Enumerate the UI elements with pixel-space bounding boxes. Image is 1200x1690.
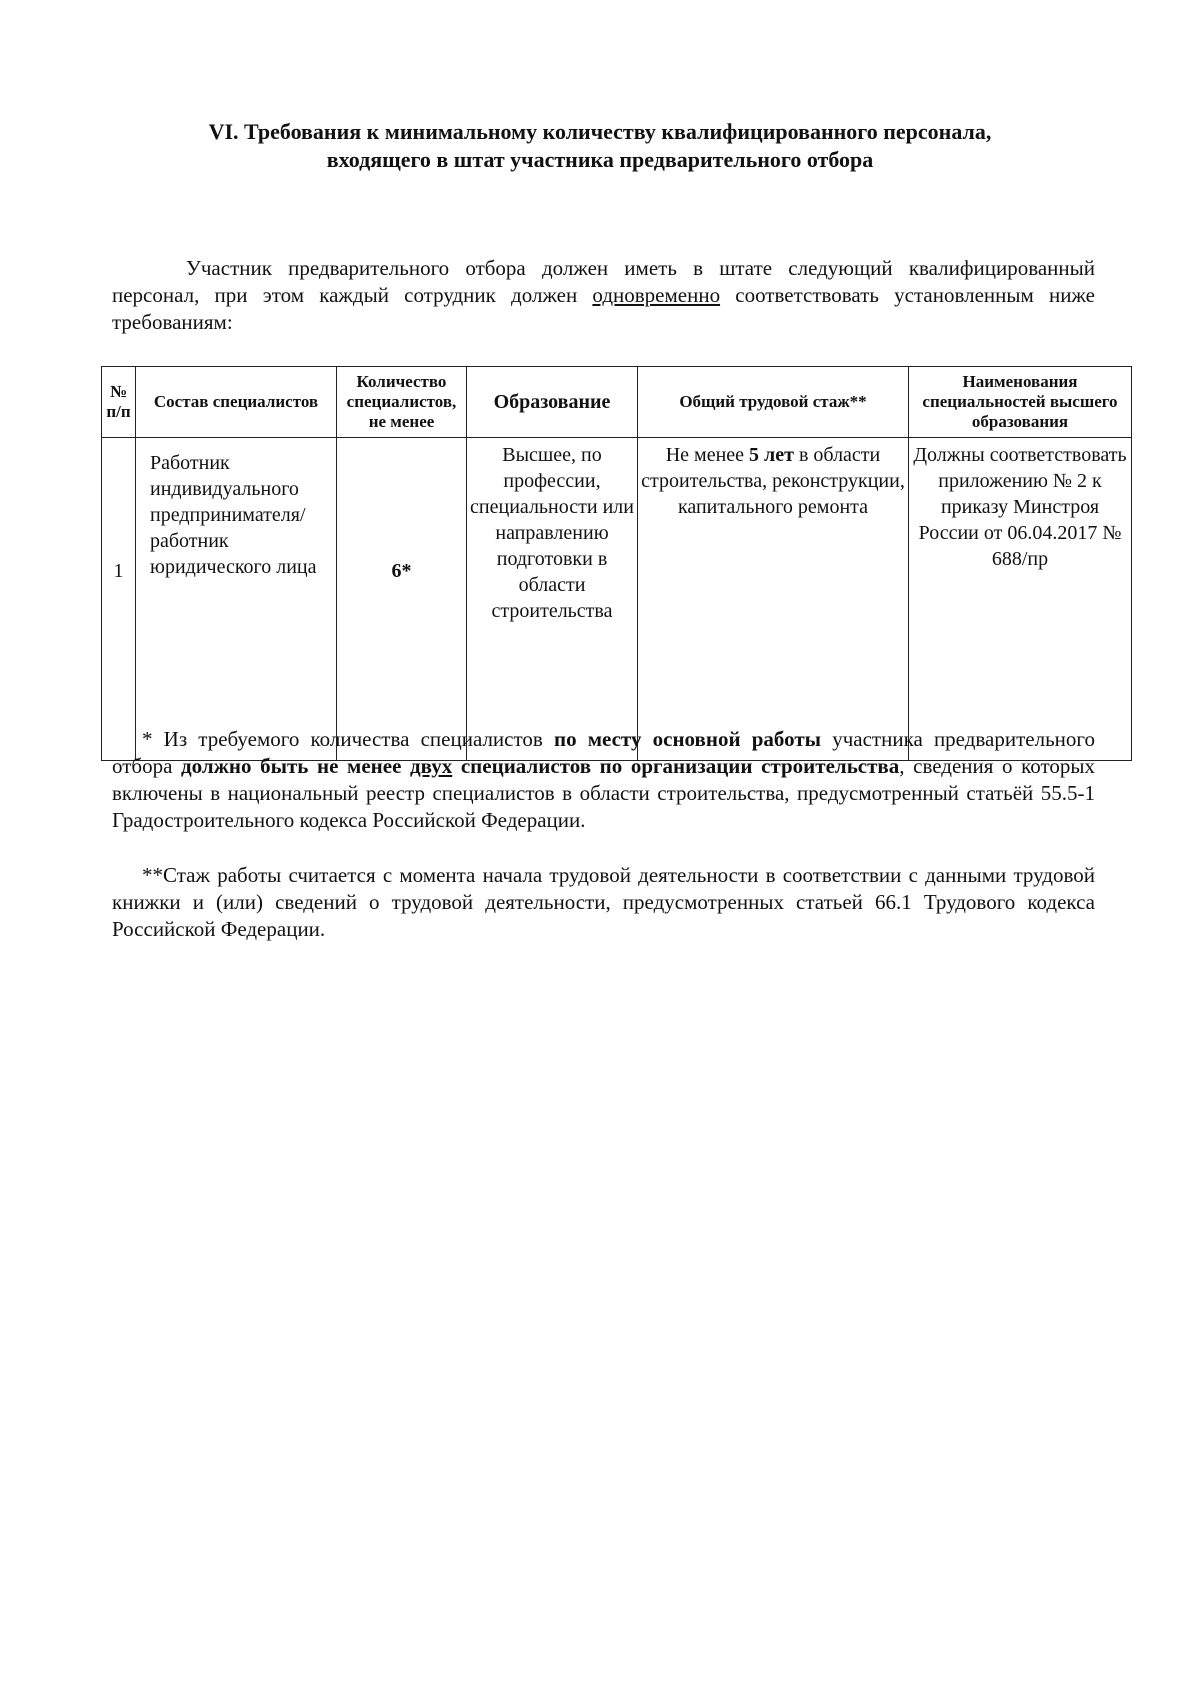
section-title-line-2: входящего в штат участника предварительного отбора: [326, 147, 874, 172]
table-row: [102, 438, 1132, 761]
experience-prefix: Не менее: [665, 444, 750, 466]
header-quantity: Количество специалистов, не менее: [337, 367, 467, 438]
footnote-1-bold-underlined: двух: [410, 754, 453, 778]
header-education: Образование: [467, 367, 638, 438]
header-specialties: Наименования специальностей высшего образования: [909, 367, 1132, 438]
table-header-row: [102, 367, 1132, 438]
requirements-table: [101, 366, 1132, 761]
footnote-1-bold-1: по месту основной работы: [553, 727, 822, 751]
header-num: № п/п: [102, 367, 136, 438]
header-composition: Состав специалистов: [136, 367, 337, 438]
cell-experience: [638, 438, 909, 761]
cell-composition: Работник индивидуального предпринимателя/ работник юридического лица: [136, 438, 337, 761]
intro-text-start: Участник предварительного отбора должен иметь в штате следующий квалифицированный персонал, при этом каждый сотрудник должен: [112, 256, 1095, 307]
intro-text-end: соответствовать установленным ниже требованиям:: [112, 283, 1095, 334]
cell-quantity: 6*: [337, 438, 467, 761]
section-title: [100, 118, 1100, 174]
footnote-1-bold-2: должно быть не менее: [181, 754, 410, 778]
footnote-1-part-1: * Из требуемого количества специалистов: [142, 727, 554, 751]
experience-suffix: в области строительства, реконструкции, капитального ремонта: [641, 444, 905, 518]
intro-paragraph: [112, 255, 1095, 336]
experience-years: 5 лет: [749, 444, 794, 466]
cell-specialties: Должны соответствовать приложению № 2 к приказу Минстроя России от 06.04.2017 № 688/пр: [909, 438, 1132, 761]
footnote-1-part-3: , сведения о которых включены в национальный реестр специалистов в области строительства, предусмотренный статьёй 55.5-1 Градостроительного кодекса Российской Федерации.: [112, 754, 1096, 832]
header-experience: Общий трудовой стаж**: [638, 367, 909, 438]
intro-underlined-word: одновременно: [592, 283, 721, 307]
footnote-1-part-2: участника предварительного отбора: [112, 727, 1095, 778]
cell-education: Высшее, по профессии, специальности или направлению подготовки в области строительства: [467, 438, 638, 761]
footnote-quantity: [112, 726, 1095, 834]
section-title-line-1: VI. Требования к минимальному количеству квалифицированного персонала,: [208, 119, 992, 144]
cell-num: 1: [102, 438, 136, 761]
footnote-1-bold-3: специалистов по организации строительства: [452, 754, 900, 778]
footnote-experience: **Стаж работы считается с момента начала трудовой деятельности в соответствии с данными трудовой книжки и (или) сведений о трудовой деятельности, предусмотренных статьей 66.1 Трудового кодекса Российской Федерации.: [112, 863, 1095, 941]
